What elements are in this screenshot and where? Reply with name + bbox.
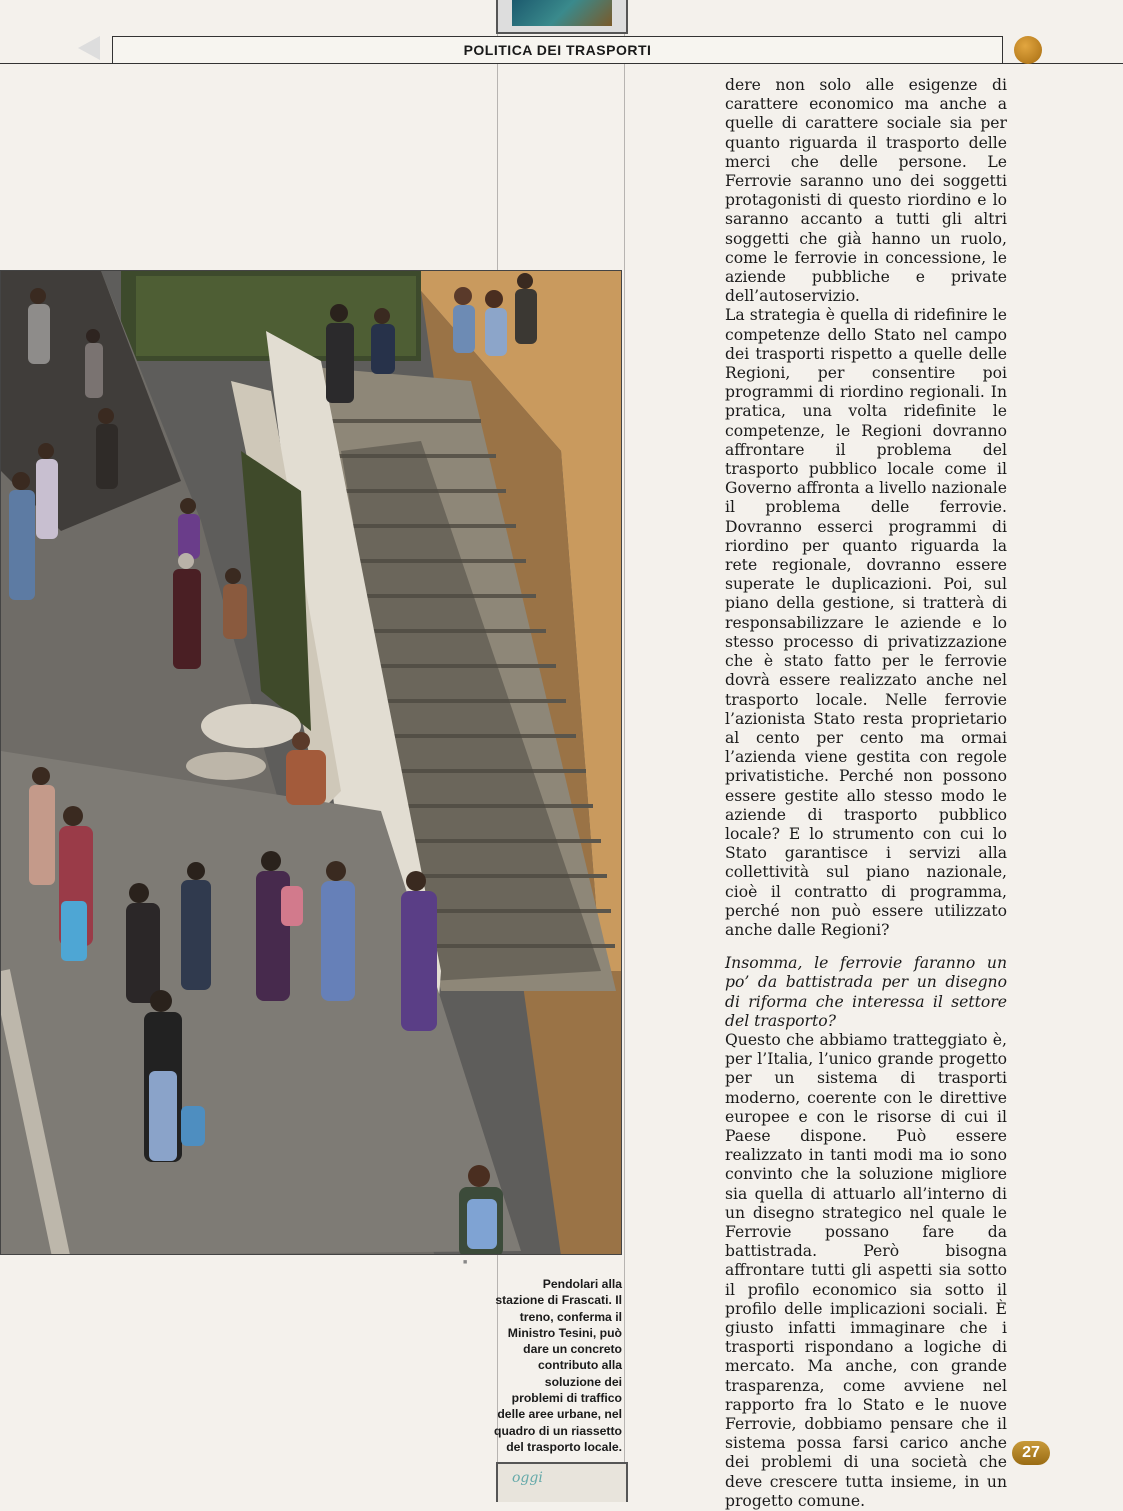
top-cover-thumbnail bbox=[512, 0, 612, 26]
caption-line: soluzione dei bbox=[544, 1374, 622, 1389]
photo-illustration bbox=[1, 271, 622, 1255]
section-title: POLITICA DEI TRASPORTI bbox=[463, 42, 652, 58]
caption-line: Pendolari alla bbox=[542, 1277, 622, 1291]
section-dot-icon bbox=[1014, 36, 1042, 64]
section-header bbox=[112, 36, 1003, 64]
caption-line: contributo alla bbox=[538, 1358, 622, 1373]
article-paragraph: La strategia è quella di ridefinire le competenze dello Stato nel campo dei trasporti rispetto a quelle delle Regioni, per consentire poi programmi di riordino regionali. In pratica, una volta ridefinite le competenze, le Regioni dovranno affrontare il problema del trasporto pubblico locale come il Governo affronta a livello nazionale il problema delle ferrovie. Dovranno esserci programmi di riordino per quanto riguarda la rete regionale, dovranno essere superate le duplicazioni. Poi, sul piano della gestione, si tratterà di responsabilizzare le aziende e lo stesso processo di privatizzazione che è stato fatto per le ferrovie dovrà essere realizzato anche nel trasporto locale. Nelle ferrovie l’azionista Stato resta proprietario al cento per cento ma ormai l’azienda viene gestita con regole privatistiche. Perché non possono essere gestite allo stesso modo le aziende di trasporto pubblico locale? E lo strumento con cui lo Stato garantisce i servizi alla collettività sul piano nazionale, cioè il contratto di programma, perché non può essere utilizzato anche dalle Regioni? bbox=[725, 306, 1007, 939]
caption-line: stazione di Frascati. Il bbox=[495, 1293, 622, 1308]
article-paragraph: dere non solo alle esigenze di carattere economico ma anche a quelle di carattere sociale sia per quanto riguarda il trasporto delle merci che delle persone. Le Ferrovie saranno uno dei soggetti protagonisti di questo riordino e lo saranno accanto a tutti gli altri soggetti che già hanno un ruolo, come le ferrovie in concessione, le aziende pubbliche e private dell’autoservizio. bbox=[725, 76, 1007, 306]
magazine-logo: oggi bbox=[512, 1470, 543, 1486]
top-cover-tab bbox=[496, 0, 628, 34]
photo-caption bbox=[470, 1276, 622, 1455]
bottom-logo-tab bbox=[496, 1462, 628, 1502]
caption-line: treno, conferma il bbox=[519, 1309, 622, 1324]
caption-line: problemi di traffico bbox=[511, 1391, 622, 1406]
article-paragraph: Questo che abbiamo tratteggiato è, per l’Italia, l’unico grande progetto per un sistema di trasporti moderno, coerente con le direttive europee e con le risorse di cui il Paese dispone. Può essere realizzato in tanti modi ma io sono convinto che la soluzione migliore sia quella di attuarlo all’interno di un disegno strategico nel quale le Ferrovie possano fare da battistrada. Però bisogna affrontare tutti gli aspetti sia sotto il profilo economico sia sotto il profilo delle implicazioni sociali. È giusto infatti immaginare che i trasporti rispondano a logiche di mercato. Ma anche, con grande trasparenza, come avviene nel rapporto fra lo Stato e le nuove Ferrovie, dobbiamo pensare che il sistema possa farsi carico anche dei problemi di una società che deve crescere tutta insieme, in un progetto comune. bbox=[725, 1030, 1007, 1510]
photo-credit-mark: ■ bbox=[463, 1259, 468, 1266]
caption-line: delle aree urbane, nel bbox=[497, 1407, 622, 1422]
page-number: 27 bbox=[1012, 1441, 1050, 1465]
caption-line: del trasporto locale. bbox=[506, 1439, 622, 1454]
article-body bbox=[725, 76, 1007, 1511]
interview-question: Insomma, le ferrovie faranno un po’ da battistrada per un disegno di riforma che interessa il settore del trasporto? bbox=[725, 954, 1007, 1030]
caption-line: Ministro Tesini, può bbox=[507, 1325, 622, 1340]
caption-line: dare un concreto bbox=[523, 1342, 622, 1357]
header-rule bbox=[0, 63, 1123, 64]
caption-line: quadro di un riassetto bbox=[494, 1423, 622, 1438]
fold-line-right bbox=[624, 0, 625, 1500]
article-photo bbox=[0, 270, 622, 1255]
prev-arrow-icon bbox=[78, 36, 100, 60]
